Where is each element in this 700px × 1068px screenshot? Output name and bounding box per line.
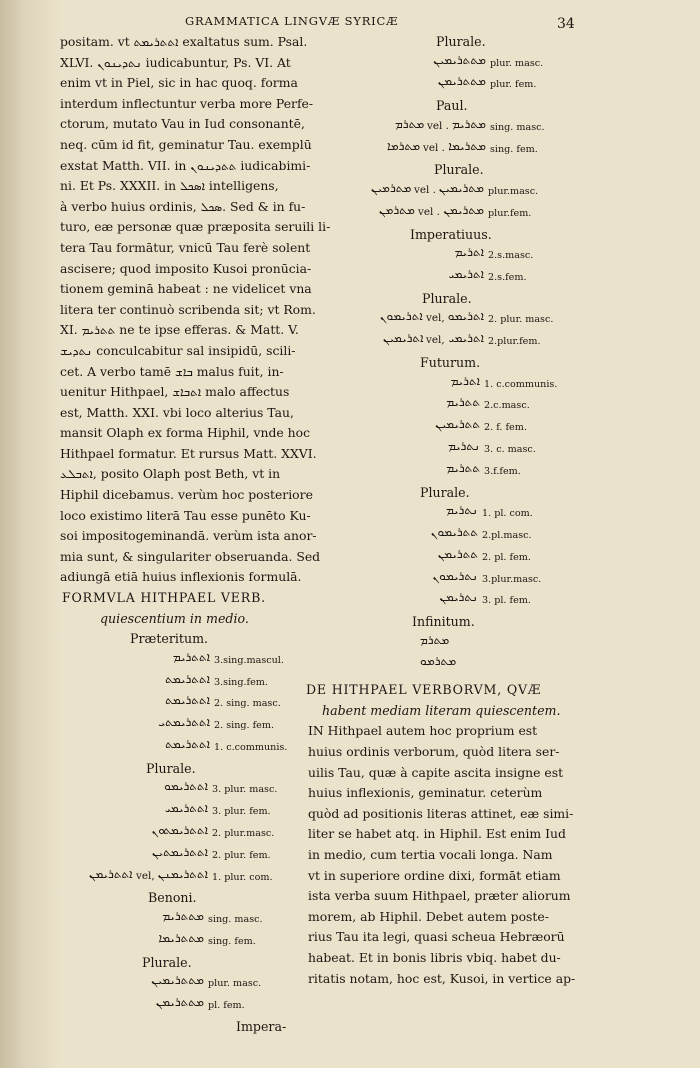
conjugation-row — [60, 650, 300, 672]
text-segment: litera ter continuò scribenda sit; vt Rom. — [60, 301, 316, 317]
text-line — [60, 341, 300, 362]
heading-plurale: Plurale. — [146, 760, 196, 776]
text-line — [60, 567, 300, 588]
vel-word: vel . — [427, 119, 449, 132]
text-line: quòd ad positionis literas attinet, eæ simi- — [308, 805, 574, 821]
formula-title: FORMVLA HITHPAEL VERB. — [62, 590, 266, 606]
text-line: habeat. Et in bonis libris vbiq. habet du- — [308, 950, 561, 965]
text-segment: loco existimo literā Tau esse punēto Ku- — [60, 507, 311, 523]
grammar-label: plur.fem. — [488, 207, 532, 219]
text-line — [60, 32, 308, 53]
text-segment: exaltatus sum. Psal. — [178, 34, 308, 49]
syriac-word: ܬܬܪܝܡܘܢ — [430, 524, 478, 539]
conjugation-row — [302, 439, 572, 461]
formula-subtitle: quiescentium in medio. — [100, 610, 249, 626]
grammar-label: plur.masc. — [488, 185, 539, 197]
conjugation-row — [302, 374, 572, 396]
conjugation-row — [302, 525, 572, 547]
heading-infinitum: Infinitum. — [412, 614, 475, 630]
conjugation-row — [60, 693, 300, 715]
vel-word: vel, — [426, 312, 445, 325]
text-segment: soi impositogeminandā. verùm ista anor- — [60, 528, 317, 544]
text-segment: tera Tau formātur, vnicū Tau ferè solent — [60, 239, 311, 255]
conjugation-row — [302, 417, 572, 439]
text-segment: tionem geminā habeat : ne videlicet vna — [60, 281, 312, 297]
conjugation-row — [302, 547, 572, 569]
text-segment: cet. A verbo tamē — [60, 363, 175, 379]
text-segment: Hithpael formatur. Et rursus Matt. XXVI. — [60, 445, 317, 461]
text-line — [60, 320, 300, 341]
conjugation-row — [302, 203, 572, 225]
conjugation-table-paul — [302, 117, 572, 161]
grammar-label: 2. plur.masc. — [212, 827, 275, 839]
grammar-label: 3. c. masc. — [484, 443, 536, 455]
text-line — [60, 423, 311, 444]
conjugation-row — [60, 801, 300, 823]
text-line: huius ordinis verborum, quòd litera ser- — [308, 744, 560, 760]
grammar-label: 3.sing.fem. — [214, 676, 268, 688]
syriac-word: ܬܬܪܝܡ — [81, 323, 116, 338]
grammar-label: 3. plur. masc. — [212, 784, 278, 796]
conjugation-row — [302, 654, 572, 676]
grammar-label: 1. c.communis. — [484, 378, 558, 390]
text-segment: intelligens, — [204, 178, 279, 194]
text-line — [60, 114, 305, 135]
text-line: in medio, cum tertia vocali longa. Nam — [308, 847, 553, 863]
grammar-label: sing. masc. — [490, 121, 545, 133]
conjugation-table-preteritum — [60, 650, 300, 759]
grammar-label: 3. pl. fem. — [482, 595, 531, 607]
text-segment: XLVI. — [60, 54, 98, 70]
text-line — [60, 485, 313, 506]
syriac-word: ܡܬܪܡ — [420, 632, 450, 647]
text-segment: mansit Olaph ex forma Hiphil, vnde hoc — [60, 425, 311, 441]
left-column — [60, 32, 331, 1037]
syriac-word: ܡܬܬܪܝܡ — [162, 908, 204, 923]
grammar-label: 3.sing.mascul. — [214, 654, 284, 666]
vel-word: vel . — [418, 205, 440, 218]
conjugation-table-paul-plural — [302, 181, 572, 225]
text-segment: mia sunt, & singulariter obseruanda. Sed — [60, 548, 321, 564]
conjugation-row — [60, 867, 300, 889]
conjugation-row — [60, 845, 300, 867]
running-title: GRAMMATICA LINGVÆ SYRICÆ — [185, 14, 399, 28]
grammar-label: 2. plur. fem. — [212, 849, 271, 861]
conjugation-row — [302, 590, 572, 612]
heading-imperatiuus: Imperatiuus. — [410, 226, 492, 242]
grammar-label: pl. fem. — [208, 999, 245, 1011]
text-segment: ni. Et Ps. XXXII. in — [60, 178, 181, 194]
text-segment: turo, eæ personæ quæ præposita seruili li- — [60, 219, 331, 235]
text-line — [60, 526, 317, 547]
text-line: IN Hithpael autem hoc proprium est — [308, 723, 538, 739]
text-segment: enim vt in Piel, sic in hac quoq. forma — [60, 75, 298, 91]
text-segment: conculcabitur sal insipidū, scili- — [92, 342, 296, 358]
syriac-word: ܡܬܪܝܡܝܢ — [438, 180, 484, 195]
text-line — [60, 279, 312, 300]
grammar-label: 3.plur.masc. — [482, 573, 542, 585]
grammar-label: plur. fem. — [490, 79, 537, 91]
grammar-label: 1. pl. com. — [482, 508, 533, 520]
text-segment: à verbo huius ordinis, — [60, 198, 201, 214]
heading-plurale: Plurale. — [142, 954, 192, 970]
text-segment: exstat Matth. VII. in — [60, 157, 191, 173]
text-line — [60, 238, 311, 259]
text-segment: , posito Olaph post Beth, vt in — [92, 466, 281, 482]
text-line — [60, 73, 300, 94]
syriac-word: ܡܬܪܝܡܢ — [443, 202, 484, 217]
syriac-word: ܡܬܪܝܡ — [451, 116, 486, 131]
conjugation-row — [302, 117, 572, 139]
syriac-word: ܐܬܬܪܝܡ — [172, 649, 210, 664]
conjugation-table-infinitum — [302, 633, 572, 677]
syriac-word: ܐܬܪܝܡܘܢ — [380, 309, 423, 324]
section-title: DE HITHPAEL VERBORVM, QVÆ — [306, 682, 542, 698]
conjugation-row — [60, 931, 300, 953]
text-line — [60, 176, 300, 197]
syriac-word: ܐܬܬܪܝܡܘ — [164, 779, 208, 794]
conjugation-row — [60, 823, 300, 845]
syriac-word: ܡܬܪܡܝܢ — [371, 180, 412, 195]
syriac-word: ܒܐܫ — [175, 364, 193, 379]
heading-benoni: Benoni. — [148, 890, 197, 906]
grammar-label: 1. plur. com. — [212, 871, 273, 883]
syriac-word: ܡܬܬܪܝܡܢ — [155, 994, 204, 1009]
grammar-label: 2.s.fem. — [488, 271, 527, 283]
text-segment: XI. — [60, 322, 82, 338]
grammar-label: 2. sing. fem. — [214, 720, 274, 732]
catchword: Impera- — [236, 1018, 287, 1034]
conjugation-table-futurum — [302, 374, 572, 483]
syriac-word: ܬܬܕܝܢܘܢ — [190, 158, 237, 173]
syriac-word: ܣܟܠ — [200, 199, 223, 214]
conjugation-table-imperatiuus-plural — [302, 309, 572, 353]
syriac-word: ܢܬܪܝܡ — [445, 503, 478, 518]
conjugation-table-futurum-plural — [302, 503, 572, 612]
text-line — [60, 300, 316, 321]
grammar-label: 2. sing. masc. — [214, 698, 281, 710]
conjugation-row — [302, 139, 572, 161]
syriac-word: ܢܬܕܝܫ — [60, 343, 93, 358]
text-segment: ne te ipse efferas. & Matt. V. — [115, 322, 299, 338]
syriac-word: ܐܬܬܪܝܡܢ — [89, 866, 133, 881]
conjugation-row — [302, 245, 572, 267]
grammar-label: 2. f. fem. — [484, 422, 527, 434]
syriac-word: ܐܬܪܝܡܝ — [448, 266, 484, 281]
vel-word: vel . — [423, 141, 445, 154]
grammar-label: 2.c.masc. — [484, 400, 530, 412]
vel-word: vel, — [136, 869, 155, 882]
syriac-word: ܡܬܬܪܝܡܢ — [437, 74, 486, 89]
syriac-word: ܡܬܪܡܘ — [420, 654, 457, 669]
syriac-word: ܐܬܪܝܡܘ — [447, 309, 484, 324]
conjugation-row — [60, 995, 300, 1017]
syriac-word: ܬܬܪܝܡ — [446, 460, 480, 475]
syriac-word: ܐܣܟܠ — [180, 179, 205, 194]
text-line — [60, 464, 300, 485]
text-line: ritatis notam, hoc est, Kusoi, in vertice ap- — [308, 970, 576, 986]
conjugation-table-plural — [302, 53, 572, 97]
text-line — [60, 444, 317, 465]
paragraph-text-right — [302, 721, 576, 989]
conjugation-table-benoni — [60, 909, 300, 953]
heading-futurum: Futurum. — [420, 354, 481, 370]
heading-plurale: Plurale. — [436, 34, 486, 49]
grammar-label: 3.f.fem. — [484, 465, 521, 477]
text-line: morem, ab Hiphil. Debet autem poste- — [308, 908, 549, 924]
conjugation-row — [302, 395, 572, 417]
conjugation-row — [60, 909, 300, 931]
text-segment: ctorum, mutato Vau in Iud consonantē, — [60, 116, 305, 132]
grammar-label: 2. pl. fem. — [482, 551, 531, 563]
text-line: ista verba suum Hithpael, præter aliorum — [308, 888, 571, 904]
text-line — [60, 156, 311, 177]
conjugation-row — [302, 53, 572, 75]
syriac-word: ܐܬܒܠܥ — [60, 467, 93, 482]
grammar-label: 2.s.masc. — [488, 250, 534, 262]
grammar-label: sing. fem. — [208, 935, 256, 947]
text-segment: iudicabimi- — [236, 157, 311, 173]
syriac-word: ܐܬܪܝܡܝܢ — [383, 331, 424, 346]
heading-plurale: Plurale. — [422, 290, 472, 306]
text-line — [60, 382, 300, 403]
grammar-label: sing. fem. — [490, 143, 538, 155]
grammar-label: plur. masc. — [490, 57, 544, 69]
grammar-label: 2.pl.masc. — [482, 529, 532, 541]
text-line: huius inflexionis, geminatur. ceterùm — [308, 785, 543, 801]
syriac-word: ܡܬܪܝܡܐ — [448, 138, 486, 153]
conjugation-table-imperatiuus — [302, 245, 572, 289]
grammar-label: 2. plur. masc. — [488, 314, 554, 326]
conjugation-row — [302, 633, 572, 655]
syriac-word: ܬܬܪܝܡܝܢ — [435, 417, 480, 432]
syriac-word: ܐܬܬܪܝܡܬ — [165, 671, 210, 686]
paragraph-text-left — [60, 32, 331, 588]
vel-word: vel, — [426, 334, 445, 347]
syriac-word: ܐܬܬܪܝܡܬ — [165, 737, 210, 751]
syriac-word: ܐܬܒܐܫ — [172, 385, 202, 400]
conjugation-row — [302, 267, 572, 289]
syriac-word: ܬܬܪܝܡܢ — [437, 546, 478, 561]
section-subtitle: habent mediam literam quiescentem. — [322, 702, 561, 718]
syriac-word: ܢܬܪܝܡܢ — [439, 590, 478, 605]
right-column — [302, 32, 576, 989]
conjugation-row — [60, 715, 300, 737]
text-segment: uenitur Hithpael, — [60, 384, 173, 400]
text-line — [60, 217, 331, 238]
heading-plurale: Plurale. — [434, 162, 484, 178]
conjugation-row — [302, 569, 572, 591]
page-number: 34 — [557, 16, 575, 32]
syriac-word: ܡܬܪܡ — [395, 116, 425, 131]
conjugation-row — [302, 461, 572, 483]
text-line: uilis Tau, quæ à capite ascita insigne est — [308, 764, 564, 780]
text-segment: malo affectus — [201, 384, 290, 400]
text-segment: positam. vt — [60, 34, 134, 49]
grammar-label: 1. c.communis. — [214, 742, 288, 753]
text-segment: ascisere; quod imposito Kusoi pronūcia- — [60, 260, 312, 276]
text-segment: . Sed & in fu- — [222, 198, 306, 214]
syriac-word: ܐܬܬܪܝܡܬܘܢ — [151, 822, 208, 837]
syriac-word: ܡܬܬܪܝܡܝܢ — [151, 973, 204, 988]
syriac-word: ܐܬܪܝܡܝ — [448, 331, 484, 346]
text-segment: est, Matth. XXI. vbi loco alterius Tau, — [60, 404, 294, 420]
heading-plurale: Plurale. — [420, 484, 470, 500]
grammar-label: 3. plur. fem. — [212, 806, 271, 818]
text-line — [60, 53, 300, 74]
text-segment: adiungā etiā huius inflexionis formulā. — [60, 569, 302, 585]
syriac-word: ܡܬܪܡܢ — [379, 202, 415, 217]
conjugation-row — [302, 309, 572, 331]
text-line: vt in superiore ordine dixi, formāt etiam — [308, 867, 561, 883]
text-line — [60, 506, 311, 527]
text-line: rius Tau ita legi, quasi scheua Hebræorū — [308, 929, 565, 945]
syriac-word: ܐܬܬܪܝܡܢܢ — [157, 866, 208, 881]
text-segment: malus fuit, in- — [192, 363, 284, 379]
syriac-word: ܡܬܪܡܐ — [387, 138, 421, 153]
text-line — [60, 362, 300, 383]
syriac-word: ܡܬܬܪܝܡܝܢ — [433, 52, 486, 67]
syriac-word: ܐܬܬܪܝܡܬܝ — [158, 715, 210, 730]
syriac-word: ܢܬܕܝܢܘܢ — [97, 55, 142, 70]
syriac-word: ܡܬܬܪܝܡܐ — [158, 930, 204, 945]
conjugation-row — [302, 331, 572, 353]
conjugation-table-benoni-plural — [60, 973, 300, 1017]
syriac-word: ܬܬܪܝܡ — [446, 395, 480, 410]
page-gutter-shadow — [0, 0, 60, 1068]
conjugation-row — [60, 973, 300, 995]
text-line — [60, 403, 300, 424]
syriac-word: ܐܬܬܪܝܡܬ — [133, 35, 179, 49]
text-segment: iudicabuntur, Ps. VI. At — [141, 54, 291, 70]
syriac-word: ܢܬܪܝܡ — [447, 438, 480, 453]
syriac-word: ܐܬܪܝܡ — [454, 245, 484, 260]
conjugation-row — [60, 737, 300, 759]
grammar-label: plur. masc. — [208, 978, 262, 990]
heading-preteritum: Præteritum. — [130, 631, 209, 647]
text-line: liter se habet atq. in Hiphil. Est enim Iud — [308, 826, 566, 842]
text-line — [60, 94, 314, 115]
text-line — [60, 547, 321, 568]
conjugation-row — [302, 74, 572, 96]
syriac-word: ܐܬܬܪܝܡܝ — [164, 801, 208, 816]
syriac-word: ܢܬܪܝܡܘܢ — [432, 568, 478, 583]
text-line — [60, 197, 306, 218]
text-line — [60, 135, 312, 156]
vel-word: vel . — [414, 183, 436, 196]
conjugation-row — [60, 779, 300, 801]
heading-paul: Paul. — [436, 98, 468, 114]
conjugation-table-preteritum-plural — [60, 779, 300, 888]
grammar-label: sing. masc. — [208, 913, 263, 925]
syriac-word: ܐܬܪܝܡ — [450, 373, 480, 388]
grammar-label: 2.plur.fem. — [488, 336, 541, 348]
conjugation-row — [302, 181, 572, 203]
conjugation-row — [60, 672, 300, 694]
text-segment: neq. cūm id fit, geminatur Tau. exemplū — [60, 136, 312, 152]
conjugation-row — [302, 503, 572, 525]
text-segment: Hiphil dicebamus. verùm hoc posteriore — [60, 487, 313, 503]
text-segment: interdum inflectuntur verba more Perfe- — [60, 95, 314, 111]
text-line — [60, 259, 312, 280]
syriac-word: ܐܬܬܪܝܡܬ — [165, 693, 210, 708]
syriac-word: ܐܬܬܪܝܡܬܝܢ — [152, 844, 208, 859]
